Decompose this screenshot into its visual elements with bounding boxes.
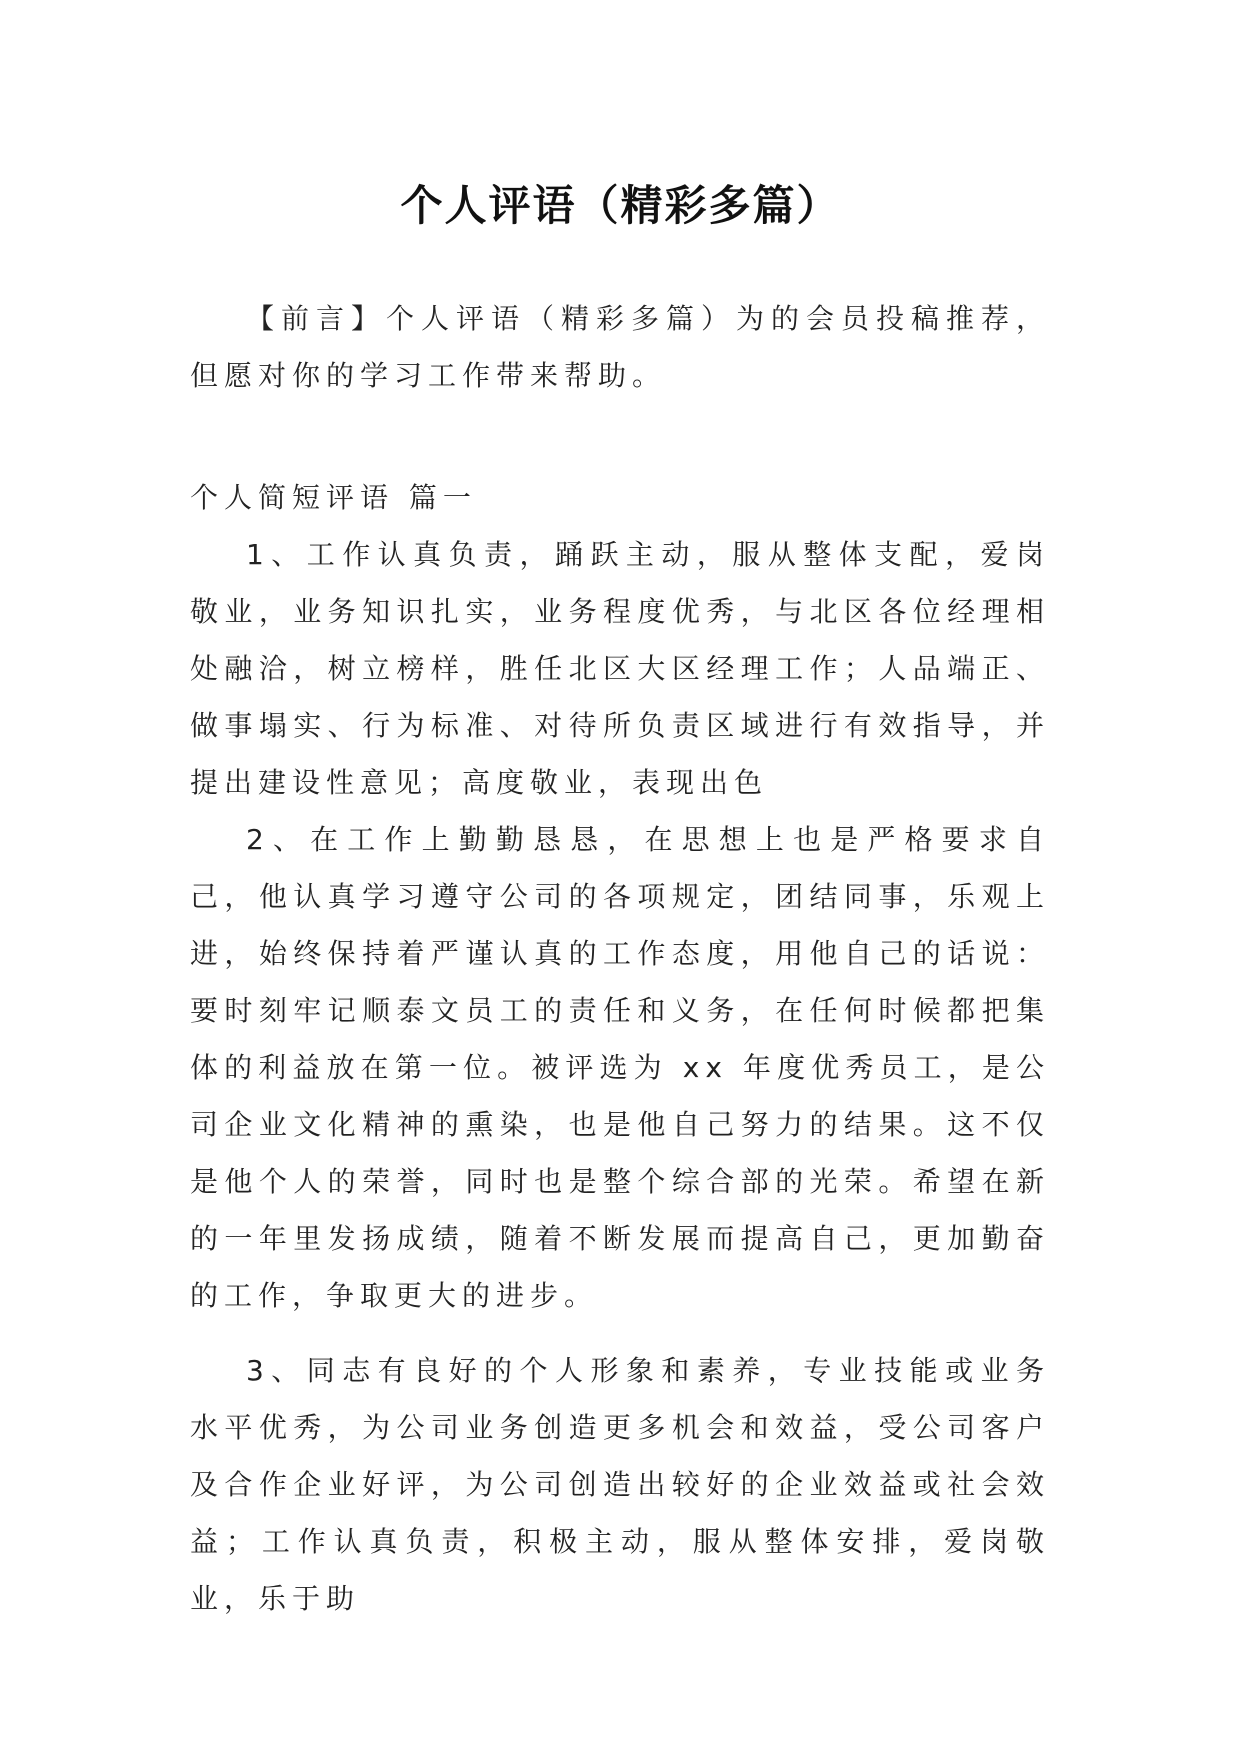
section-heading: 个人简短评语 篇一 [190,481,477,514]
preface-paragraph: 【前言】个人评语（精彩多篇）为的会员投稿推荐，但愿对你的学习工作带来帮助。 [190,302,1050,392]
document-body [190,290,1050,1627]
body-paragraph-2: 2、在工作上勤勤恳恳，在思想上也是严格要求自己，他认真学习遵守公司的各项规定，团结同事，乐观上进，始终保持着严谨认真的工作态度，用他自己的话说：要时刻牢记顺泰文员工的责任和义务，在任何时候都把集体的利益放在第一位。被评选为 xx 年度优秀员工，是公司企业文化精神的熏染，也是他自己努力的结果。这不仅是他个人的荣誉，同时也是整个综合部的光荣。希望在新的一年里发扬成绩，随着不断发展而提高自己，更加勤奋的工作，争取更大的进步。 [190,823,1050,1312]
body-paragraph-1: 1、工作认真负责，踊跃主动，服从整体支配，爱岗敬业，业务知识扎实，业务程度优秀，与北区各位经理相处融洽，树立榜样，胜任北区大区经理工作；人品端正、做事塌实、行为标准、对待所负责区域进行有效指导，并提出建设性意见；高度敬业，表现出色 [190,538,1050,799]
document-title: 个人评语（精彩多篇） [400,181,841,231]
body-paragraph-3: 3、同志有良好的个人形象和素养，专业技能或业务水平优秀，为公司业务创造更多机会和效益，受公司客户及合作企业好评，为公司创造出较好的企业效益或社会效益；工作认真负责，积极主动，服从整体安排，爱岗敬业，乐于助 [190,1354,1050,1615]
